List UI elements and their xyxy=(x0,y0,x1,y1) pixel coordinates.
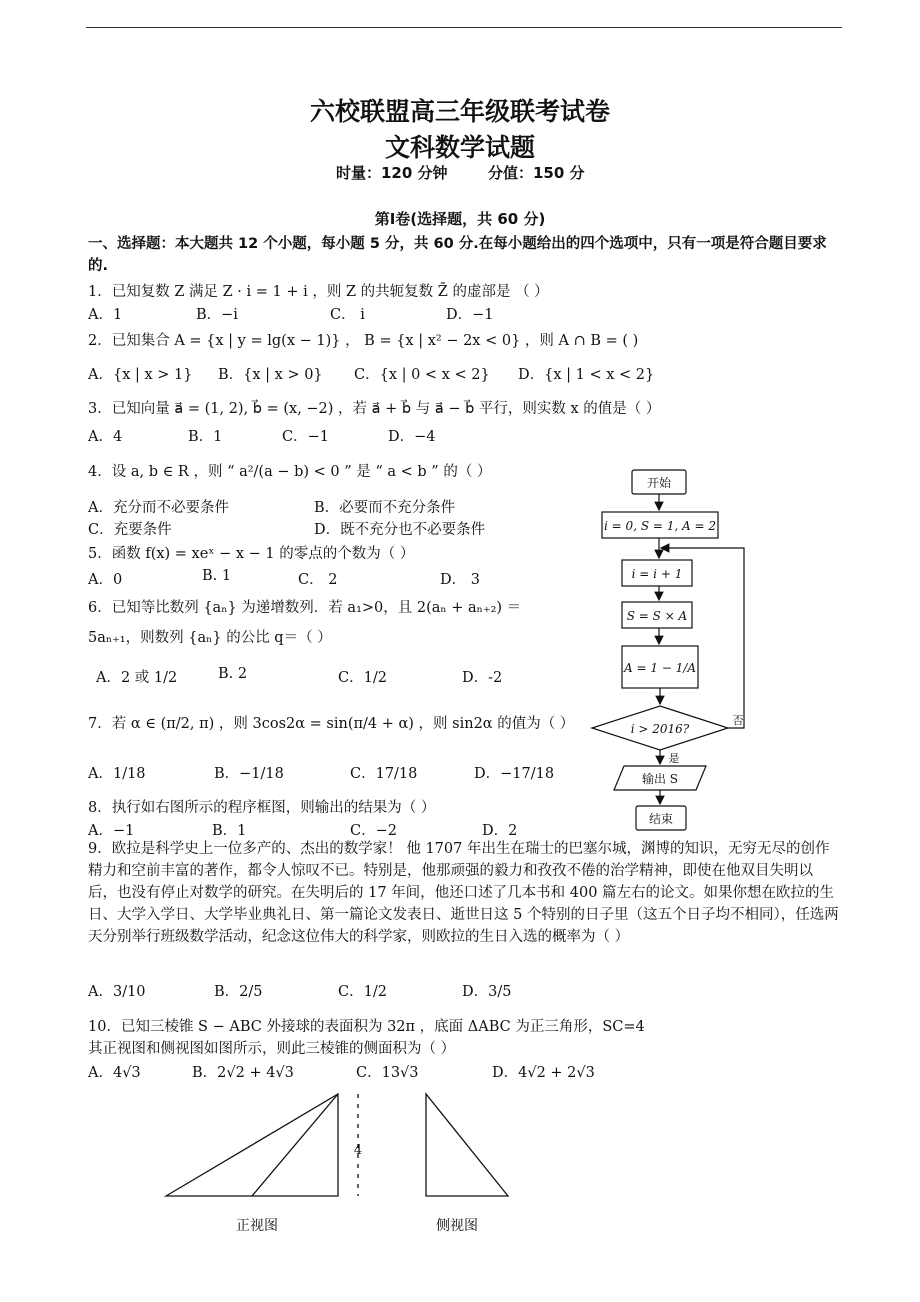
q10-option-b: B．2√2 + 4√3 xyxy=(192,1065,294,1081)
q6-stem: 6．已知等比数列 {aₙ} 为递增数列．若 a₁>0，且 2(aₙ + aₙ₊₂) ＝ xyxy=(88,600,522,616)
program-flowchart xyxy=(580,460,760,840)
q2-stem: 2．已知集合 A = {x | y = lg(x − 1)} ， B = {x | x² − 2x < 0} ，则 A ∩ B = ( ) xyxy=(88,333,639,349)
q1-option-b: B．−i xyxy=(196,307,238,323)
q8-option-d: D．2 xyxy=(482,823,518,839)
q7-stem: 7．若 α ∈ (π/2, π) ，则 3cos2α = sin(π/4 + α) ，则 sin2α 的值为（ ） xyxy=(88,716,575,732)
side-view-label: 侧视图 xyxy=(436,1218,478,1234)
q5-option-a: A．0 xyxy=(88,572,123,588)
q7-option-d: D．−17/18 xyxy=(474,766,555,782)
q8-option-b: B．1 xyxy=(212,823,247,839)
q6-stem-line2: 5aₙ₊₁，则数列 {aₙ} 的公比 q＝（ ） xyxy=(88,630,332,646)
part1-heading: 第Ⅰ卷(选择题，共 60 分) xyxy=(374,210,546,228)
height-label: 4 xyxy=(353,1143,363,1158)
flow-step3-text: A = 1 − 1/A xyxy=(623,661,697,675)
q6-option-b: B. 2 xyxy=(218,666,248,682)
time-label: 时量：120 分钟 xyxy=(336,164,448,182)
q8-stem: 8．执行如右图所示的程序框图，则输出的结果为（ ） xyxy=(88,800,436,816)
q9-stem: 9．欧拉是科学史上一位多产的、杰出的数学家！ 他 1707 年出生在瑞士的巴塞尔城，渊博的知识，无穷无尽的创作精力和空前丰富的著作，都令人惊叹不已。特别是，他那顽强的毅力和孜孜不倦的治学精神，即使在他双目失明以后，也没有停止对数学的研究。在失明后的 17 年间，他还口述了几本书和 400 篇左右的论文。如果你想在欧拉的生日、大学入学日、大学毕业典礼日、第一篇论文发表日、逝世日这 5 个特别的日子里（这五个日子均不相同），任选两天分别举行班级数学活动，纪念这位伟大的科学家，则欧拉的生日入选的概率为（ ） xyxy=(88,841,839,945)
q1-option-a: A．1 xyxy=(88,307,123,323)
top-rule xyxy=(86,27,842,28)
q10-option-d: D．4√2 + 2√3 xyxy=(492,1065,595,1081)
q6-option-a: A．2 或 1/2 xyxy=(96,670,178,686)
q10-stem: 10．已知三棱锥 S − ABC 外接球的表面积为 32π ，底面 ΔABC 为正三角形，SC=4 xyxy=(88,1019,645,1035)
flow-condition-text: i > 2016? xyxy=(630,722,690,736)
q5-option-d: D． 3 xyxy=(440,572,480,588)
q10-option-a: A．4√3 xyxy=(88,1065,141,1081)
q4-option-d: D．既不充分也不必要条件 xyxy=(314,522,486,538)
q3-option-b: B．1 xyxy=(188,429,223,445)
q3-option-d: D．−4 xyxy=(388,429,436,445)
q7-option-a: A．1/18 xyxy=(88,766,146,782)
q3-option-a: A．4 xyxy=(88,429,123,445)
q5-option-b: B. 1 xyxy=(202,568,232,584)
q3-option-c: C．−1 xyxy=(282,429,329,445)
q10-stem-line2: 其正视图和侧视图如图所示，则此三棱锥的侧面积为（ ） xyxy=(88,1041,456,1057)
q1-stem: 1．已知复数 Z 满足 Z · i = 1 + i ，则 Z 的共轭复数 Z̄ 的虚部是 （ ） xyxy=(88,284,549,300)
q3-stem: 3．已知向量 a⃗ = (1, 2), b⃗ = (x, −2) ，若 a⃗ + b⃗ 与 a⃗ − b⃗ 平行，则实数 x 的值是（ ） xyxy=(88,401,661,417)
front-view-triangle xyxy=(166,1094,338,1196)
exam-title: 六校联盟高三年级联考试卷 xyxy=(309,97,610,126)
q9-option-c: C．1/2 xyxy=(338,984,387,1000)
side-view-triangle xyxy=(426,1094,508,1196)
q9-option-b: B．2/5 xyxy=(214,984,263,1000)
q6-option-d: D．-2 xyxy=(462,670,503,686)
q6-option-c: C．1/2 xyxy=(338,670,387,686)
q10-option-c: C．13√3 xyxy=(356,1065,419,1081)
score-label: 分值：150 分 xyxy=(488,164,585,182)
q2-option-c: C．{x | 0 < x < 2} xyxy=(354,367,490,383)
q2-option-b: B．{x | x > 0} xyxy=(218,367,323,383)
q8-option-c: C．−2 xyxy=(350,823,397,839)
exam-subtitle: 文科数学试题 xyxy=(384,133,535,162)
flow-output-text: 输出 S xyxy=(641,772,679,786)
q5-option-c: C． 2 xyxy=(298,572,338,588)
front-view-label: 正视图 xyxy=(236,1218,278,1234)
q4-option-a: A．充分而不必要条件 xyxy=(88,500,229,516)
q8-option-a: A．−1 xyxy=(88,823,135,839)
q1-option-c: C． i xyxy=(330,307,365,323)
flow-no-label: 否 xyxy=(732,714,744,727)
q1-option-d: D．−1 xyxy=(446,307,494,323)
part1-instructions: 一、选择题：本大题共 12 个小题，每小题 5 分，共 60 分.在每小题给出的四个选项中，只有一项是符合题目要求的. xyxy=(88,236,827,274)
flow-end-text: 结束 xyxy=(648,812,674,826)
q4-option-c: C．充要条件 xyxy=(88,522,172,538)
flow-init-text: i = 0, S = 1, A = 2 xyxy=(604,519,716,533)
q5-stem: 5．函数 f(x) = xeˣ − x − 1 的零点的个数为（ ） xyxy=(88,546,415,562)
q4-stem: 4．设 a, b ∈ R ，则 “ a²/(a − b) < 0 ” 是 “ a < b ” 的（ ） xyxy=(88,464,492,480)
flow-step2-text: S = S × A xyxy=(626,609,688,623)
q2-option-d: D．{x | 1 < x < 2} xyxy=(518,367,655,383)
q7-option-c: C．17/18 xyxy=(350,766,418,782)
flow-yes-label: 是 xyxy=(668,752,680,765)
q7-option-b: B．−1/18 xyxy=(214,766,284,782)
q2-option-a: A．{x | x > 1} xyxy=(88,367,193,383)
q9-option-d: D．3/5 xyxy=(462,984,512,1000)
q9-option-a: A．3/10 xyxy=(88,984,146,1000)
q4-option-b: B．必要而不充分条件 xyxy=(314,500,456,516)
front-view-inner-edge xyxy=(252,1094,338,1196)
flow-step1-text: i = i + 1 xyxy=(631,567,683,581)
flow-start-text: 开始 xyxy=(646,476,672,490)
